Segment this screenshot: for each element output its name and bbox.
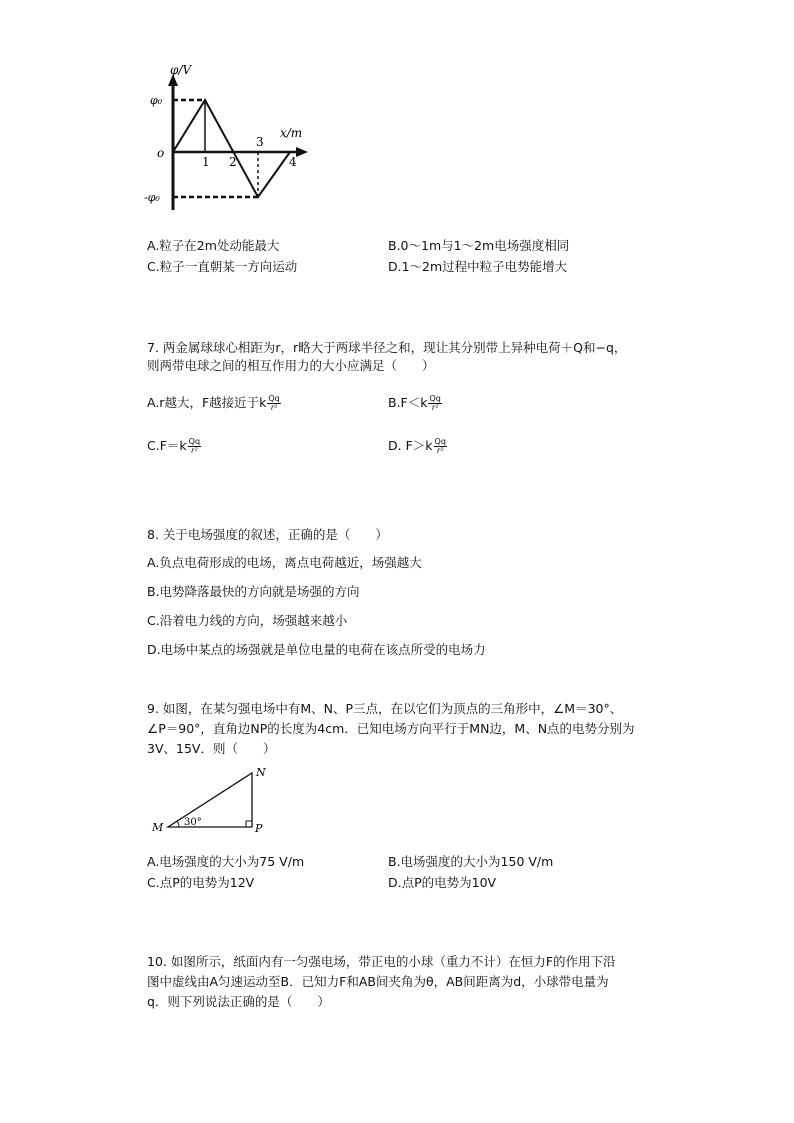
- q7-option-c-fraction: [188, 438, 201, 455]
- label-n: N: [256, 766, 266, 779]
- q7-option-c-num: Qq: [188, 437, 201, 446]
- q7-option-a-prefix: A.r越大，F越接近于k: [147, 395, 267, 410]
- y-axis-label: φ/V: [170, 63, 192, 77]
- q7-option-c-den: r²: [191, 446, 198, 455]
- q7-option-d-prefix: D. F＞k: [388, 438, 433, 453]
- tick-4: 4: [289, 155, 297, 169]
- q7-option-b-num: Qq: [429, 394, 441, 403]
- q9-option-d: D.点P的电势为10V: [388, 875, 497, 890]
- q7-option-a-fraction: [267, 395, 280, 412]
- q10-stem-line2: 图中虚线由A匀速运动至B．已知力F和AB间夹角为θ，AB间距离为d，小球带电量为: [147, 974, 609, 989]
- right-angle-mark: [246, 821, 252, 827]
- q8-option-b: B.电势降落最快的方向就是场强的方向: [147, 584, 360, 599]
- q7-option-d: [388, 436, 447, 456]
- q9-stem-line1: 9. 如图，在某匀强电场中有M、N、P三点，在以它们为顶点的三角形中，∠M＝30°、: [147, 701, 623, 716]
- q10-stem-line3: q．则下列说法正确的是（ ）: [147, 994, 330, 1009]
- q8-stem: 8. 关于电场强度的叙述，正确的是（ ）: [147, 527, 388, 542]
- q8-option-d: D.电场中某点的场强就是单位电量的电荷在该点所受的电场力: [147, 642, 486, 657]
- q6-option-a: A.粒子在2m处动能最大: [147, 238, 280, 253]
- angle-arc-m: [178, 822, 180, 828]
- q6-option-d: D.1～2m过程中粒子电势能增大: [388, 259, 568, 274]
- q7-option-d-fraction: [434, 438, 447, 455]
- x-axis-arrow: [296, 147, 308, 157]
- q7-option-b-prefix: B.F＜k: [388, 395, 428, 410]
- tick-2: 2: [229, 155, 237, 169]
- q9-option-b: B.电场强度的大小为150 V/m: [388, 854, 554, 869]
- q7-option-a-num: Qq: [268, 394, 280, 403]
- q7-option-c-prefix: C.F＝k: [147, 438, 187, 453]
- q9-triangle-figure: [146, 763, 276, 838]
- q10-stem-line1: 10. 如图所示，纸面内有一匀强电场，带正电的小球（重力不计）在恒力F的作用下沿: [147, 954, 616, 969]
- q7-option-a: [147, 393, 281, 413]
- q7-stem-line1: 7. 两金属球球心相距为r，r略大于两球半径之和，现让其分别带上异种电荷＋Q和−q，: [147, 340, 627, 355]
- q9-stem-line3: 3V、15V．则（ ）: [147, 741, 276, 756]
- q6-option-b: B.0～1m与1～2m电场强度相同: [388, 238, 570, 253]
- tick-3: 3: [256, 135, 264, 149]
- q6-option-c: C.粒子一直朝某一方向运动: [147, 259, 298, 274]
- q9-option-a: A.电场强度的大小为75 V/m: [147, 854, 305, 869]
- q7-option-d-den: r²: [436, 446, 444, 455]
- q7-option-b-fraction: [428, 395, 441, 412]
- triangle-mnp: [168, 773, 252, 827]
- q8-option-c: C.沿着电力线的方向，场强越来越小: [147, 613, 348, 628]
- label-m: M: [152, 821, 164, 834]
- q7-option-a-den: r²: [270, 403, 278, 412]
- label-p: P: [255, 822, 263, 835]
- origin-label: o: [157, 146, 165, 160]
- q7-option-b-den: r²: [431, 403, 439, 412]
- q8-option-a: A.负点电荷形成的电场，离点电荷越近，场强越大: [147, 555, 422, 570]
- q7-option-b: [388, 393, 442, 413]
- q7-option-d-num: Qq: [434, 437, 446, 446]
- q9-option-c: C.点P的电势为12V: [147, 875, 255, 890]
- phi-top-label: φ₀: [150, 94, 163, 107]
- tick-1: 1: [202, 155, 210, 169]
- q6-phi-x-graph: [140, 60, 320, 220]
- x-axis-label: x/m: [280, 126, 303, 140]
- phi-bottom-label: -φ₀: [144, 191, 160, 204]
- q9-stem-line2: ∠P＝90°，直角边NP的长度为4cm．已知电场方向平行于MN边，M、N点的电势分别为: [147, 721, 635, 736]
- angle-label: 30°: [184, 817, 202, 828]
- q7-stem-line2: 则两带电球之间的相互作用力的大小应满足（ ）: [147, 358, 435, 373]
- q7-option-c: [147, 436, 201, 456]
- phi-curve: [173, 100, 290, 197]
